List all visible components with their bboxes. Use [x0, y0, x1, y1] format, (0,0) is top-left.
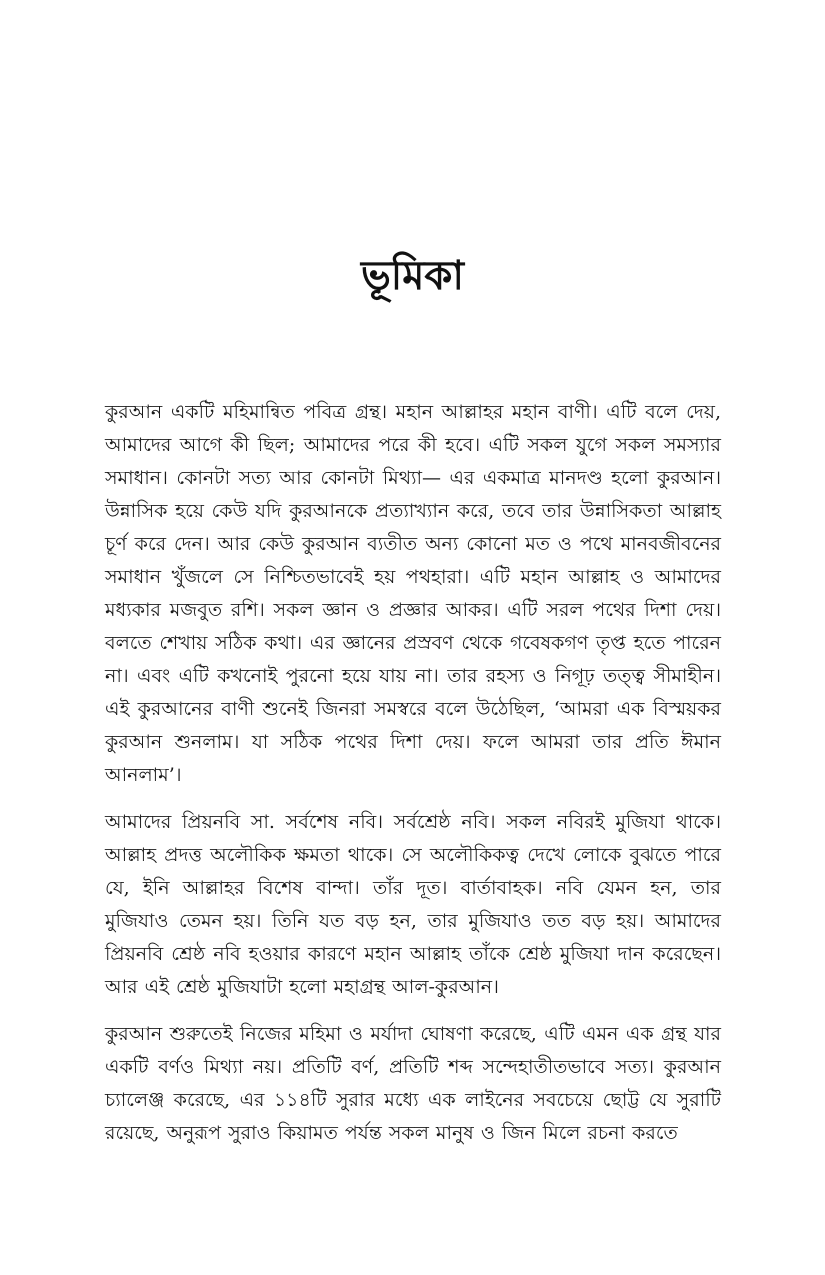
page-title: ভূমিকা: [360, 253, 465, 299]
paragraph-3: কুরআন শুরুতেই নিজের মহিমা ও মর্যাদা ঘোষণা করেছে, এটি এমন এক গ্রন্থ যার একটি বর্ণও মিথ্যা নয়। প্রতিটি বর্ণ, প্রতিটি শব্দ সন্দেহাতীতভাবে সত্য। কুরআন চ্যালেঞ্জ করেছে, এর ১১৪টি সুরার মধ্যে এক লাইনের সবচেয়ে ছোট্ট যে সুরাটি রয়েছে, অনুরূপ সুরাও কিয়ামত পর্যন্ত সকল মানুষ ও জিন মিলে রচনা করতে: [105, 1023, 721, 1144]
body-text: [105, 396, 721, 1164]
paragraph-1: কুরআন একটি মহিমান্বিত পবিত্র গ্রন্থ। মহান আল্লাহর মহান বাণী। এটি বলে দেয়, আমাদের আগে কী ছিল; আমাদের পরে কী হবে। এটি সকল যুগে সকল সমস্যার সমাধান। কোনটা সত্য আর কোনটা মিথ্যা— এর একমাত্র মানদণ্ড হলো কুরআন। উন্নাসিক হয়ে কেউ যদি কুরআনকে প্রত্যাখ্যান করে, তবে তার উন্নাসিকতা আল্লাহ চূর্ণ করে দেন। আর কেউ কুরআন ব্যতীত অন্য কোনো মত ও পথে মানবজীবনের সমাধান খুঁজলে সে নিশ্চিতভাবেই হয় পথহারা। এটি মহান আল্লাহ ও আমাদের মধ্যকার মজবুত রশি। সকল জ্ঞান ও প্রজ্ঞার আকর। এটি সরল পথের দিশা দেয়। বলতে শেখায় সঠিক কথা। এর জ্ঞানের প্রস্রবণ থেকে গবেষকগণ তৃপ্ত হতে পারেন না। এবং এটি কখনোই পুরনো হয়ে যায় না। তার রহস্য ও নিগূঢ় তত্ত্ব সীমাহীন। এই কুরআনের বাণী শুনেই জিনরা সমস্বরে বলে উঠেছিল, ‘আমরা এক বিস্ময়কর কুরআন শুনলাম। যা সঠিক পথের দিশা দেয়। ফলে আমরা তার প্রতি ঈমান আনলাম’।: [105, 401, 721, 786]
paragraph-2: আমাদের প্রিয়নবি সা. সর্বশেষ নবি। সর্বশ্রেষ্ঠ নবি। সকল নবিরই মুজিযা থাকে। আল্লাহ প্রদত্ত অলৌকিক ক্ষমতা থাকে। সে অলৌকিকত্ব দেখে লোকে বুঝতে পারে যে, ইনি আল্লাহর বিশেষ বান্দা। তাঁর দূত। বার্তাবাহক। নবি যেমন হন, তার মুজিযাও তেমন হয়। তিনি যত বড় হন, তার মুজিযাও তত বড় হয়। আমাদের প্রিয়নবি শ্রেষ্ঠ নবি হওয়ার কারণে মহান আল্লাহ তাঁকে শ্রেষ্ঠ মুজিযা দান করেছেন। আর এই শ্রেষ্ঠ মুজিযাটা হলো মহাগ্রন্থ আল-কুরআন।: [105, 811, 721, 998]
